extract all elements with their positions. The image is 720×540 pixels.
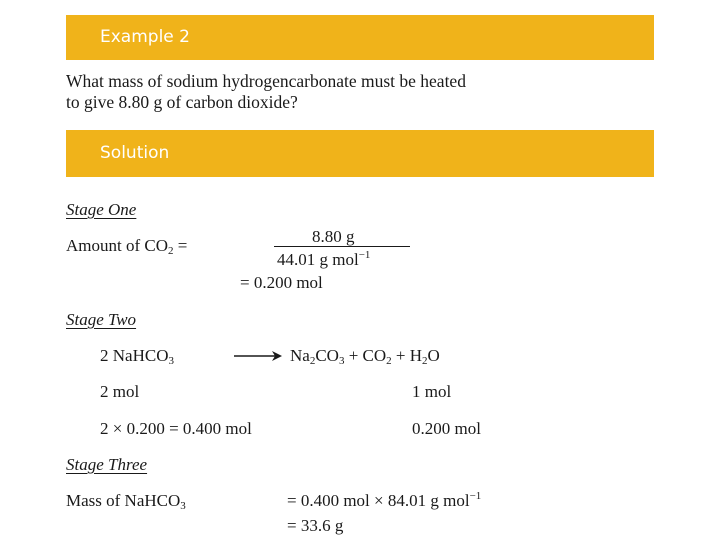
solution-banner [66,130,654,177]
mass-result: = 33.6 g [287,516,344,535]
solution-title: Solution [100,143,170,163]
co2-moles: 1 mol [412,382,452,401]
stage-one-heading: Stage One [66,200,137,219]
question-line-2: to give 8.80 g of carbon dioxide? [66,92,298,112]
reactant-moles: 2 mol [100,382,140,401]
amount-of-co2-label: Amount of $CO_2$ = [66,236,188,257]
question-line-1: What mass of sodium hydrogencarbonate must be heated [66,71,466,91]
fraction-numerator: 8.80 g [312,227,355,246]
reactant-calculation: 2 × 0.200 = 0.400 mol [100,419,252,438]
mass-label: Mass of NaHCO$_3$ [66,491,186,512]
example-banner [66,15,654,60]
reaction-arrow-icon [232,349,284,363]
products: $Na_2CO_3 + CO_2 + H_2O$ [290,346,440,367]
stage-one-result: = 0.200 mol [240,273,323,292]
co2-amount: 0.200 mol [412,419,481,438]
example-title: Example 2 [100,27,190,47]
mass-calculation: = 0.400 mol × 84.01 g mol$^{-1}$ [287,490,482,510]
reactant: 2 NaHCO$_3$ [100,346,174,367]
fraction-denominator: 44.01 g mol$^{-1}$ [277,249,371,269]
fraction-bar [274,246,410,247]
stage-two-heading: Stage Two [66,310,137,329]
stage-three-heading: Stage Three [66,455,148,474]
